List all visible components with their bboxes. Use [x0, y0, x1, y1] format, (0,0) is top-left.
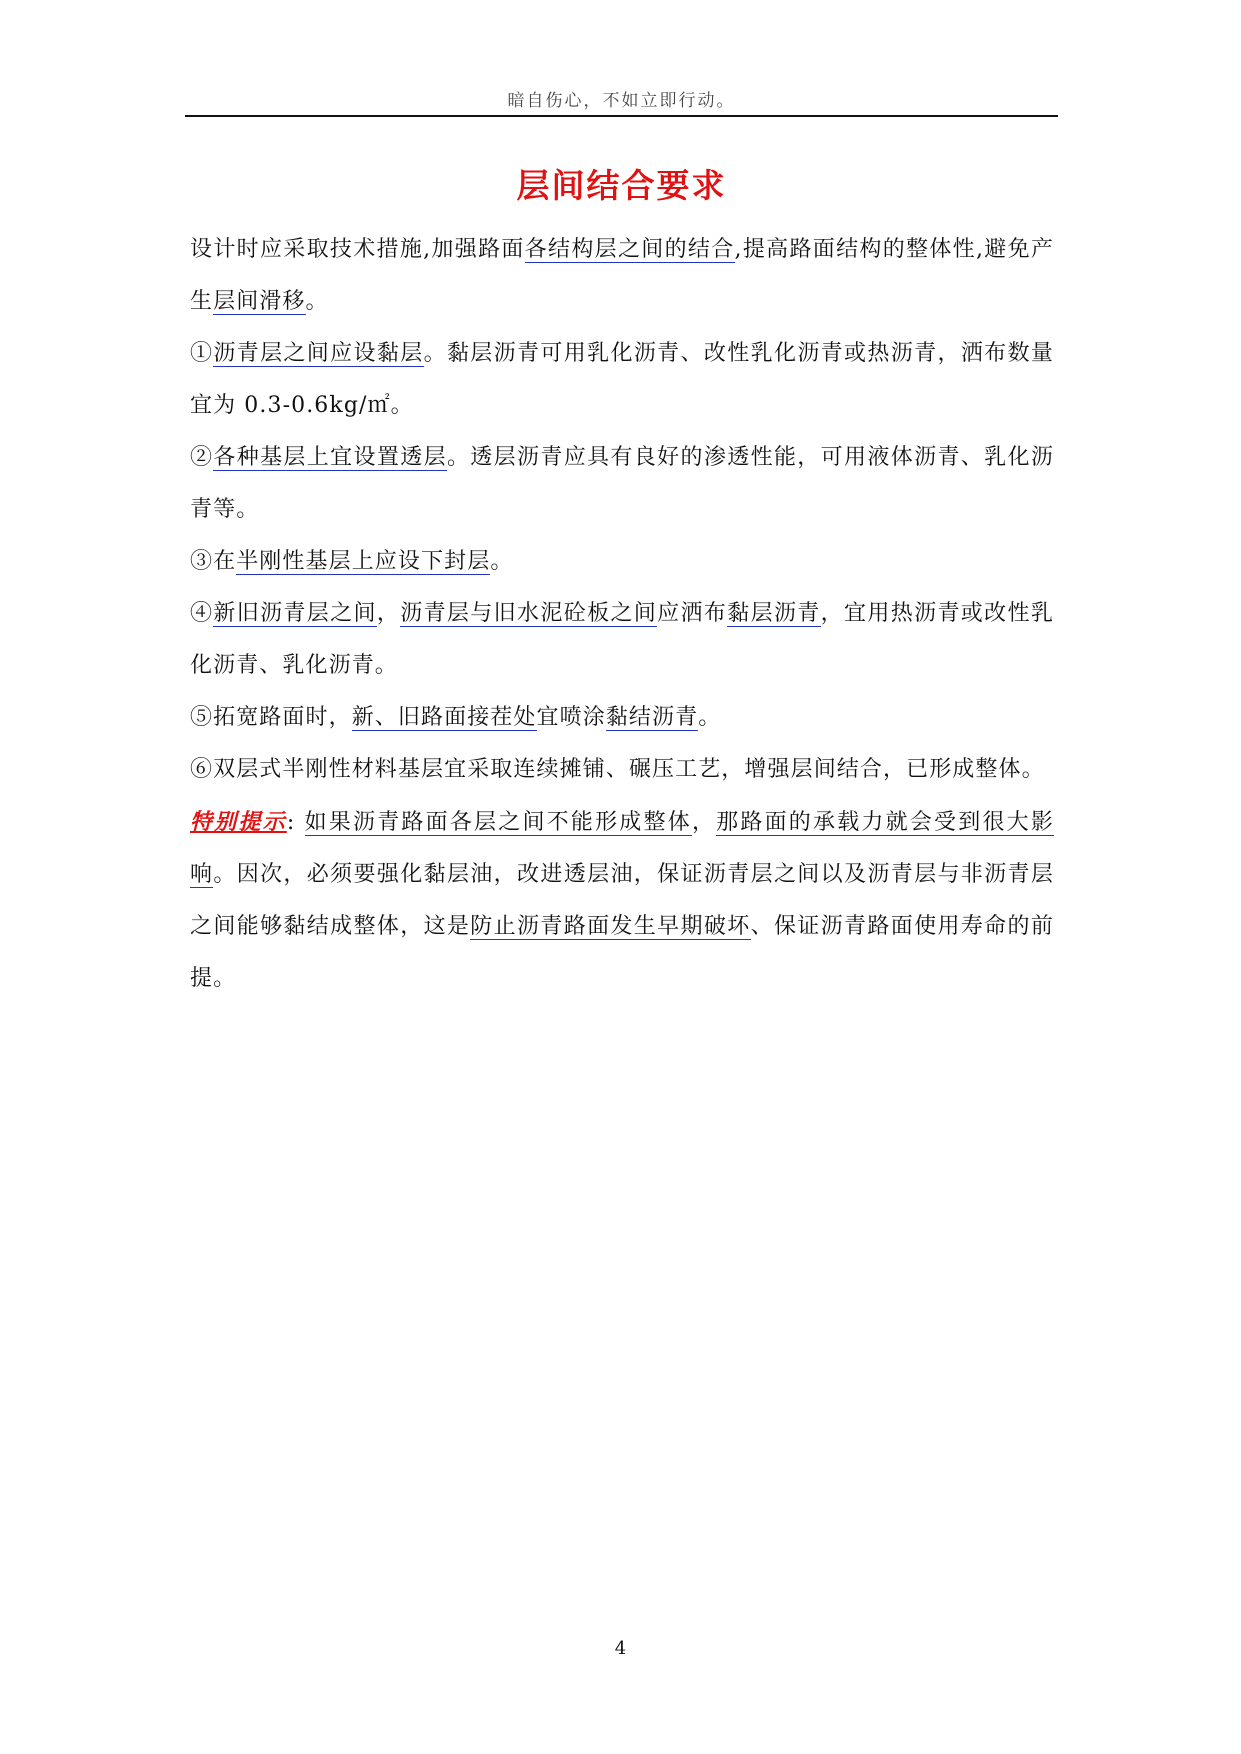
underlined-key-phrase: 那路面的承载力就会受到很大影响	[190, 810, 1054, 887]
text-segment: ⑥双层式半刚性材料基层宜采取连续摊铺、碾压工艺，增强层间结合，已形成整体。	[190, 757, 1045, 782]
text-segment: ③在	[190, 549, 237, 574]
document-title: 层间结合要求	[516, 166, 727, 205]
text-segment: 。	[305, 289, 329, 314]
text-segment: 宜喷涂	[536, 705, 606, 730]
special-tip-label: 特别提示	[190, 809, 287, 835]
text-segment: :	[286, 810, 305, 835]
paragraph-item-1	[190, 328, 1054, 432]
paragraph-special-tip	[190, 796, 1054, 1005]
text-segment: ，	[691, 810, 717, 835]
text-segment: 、保证沥青路面使用寿命的前提。	[190, 914, 1054, 991]
paragraph-item-3	[190, 536, 1054, 588]
text-segment: 。	[490, 549, 514, 574]
underlined-key-phrase: 沥青层之间应设黏层	[213, 341, 424, 366]
text-segment: ⑤拓宽路面时，	[190, 705, 352, 730]
text-segment: 。黏层沥青可用乳化沥青、改性乳化沥青或热沥青，洒布数量宜为 0.3-0.6kg/㎡。	[190, 341, 1054, 418]
underlined-key-phrase: 防止沥青路面发生早期破坏	[470, 914, 751, 939]
text-segment: 。透层沥青应具有良好的渗透性能，可用液体沥青、乳化沥青等。	[190, 445, 1054, 522]
paragraph-item-2	[190, 432, 1054, 536]
underlined-key-phrase: 层间滑移	[213, 289, 306, 314]
text-segment: 。	[698, 705, 722, 730]
underlined-key-phrase: 新旧沥青层之间	[213, 601, 377, 626]
paragraph-item-6	[190, 744, 1054, 796]
text-segment: ②	[190, 445, 214, 470]
text-segment: ①	[190, 341, 214, 366]
text-segment: ，	[376, 601, 401, 626]
text-segment: 设计时应采取技术措施,加强路面	[190, 237, 525, 262]
text-segment: ,提高路面结构的整体性,避免产生	[190, 237, 1055, 314]
text-segment: 应洒布	[657, 601, 728, 626]
text-segment: 。因次，必须要强化黏层油，改进透层油，保证沥青层之间以及沥青层与非沥青层之间能够黏结成整体，这是	[190, 862, 1054, 939]
underlined-key-phrase: 黏结沥青	[605, 705, 699, 730]
underlined-key-phrase: 黏层沥青	[727, 601, 821, 626]
underlined-key-phrase: 新、旧路面接茬处	[351, 705, 537, 730]
page-number: 4	[614, 1638, 627, 1659]
underlined-key-phrase: 各结构层之间的结合	[524, 237, 735, 262]
text-segment: ④	[190, 601, 214, 626]
underlined-key-phrase: 各种基层上宜设置透层	[213, 445, 447, 470]
underlined-key-phrase: 沥青层与旧水泥砼板之间	[400, 601, 658, 626]
underlined-key-phrase: 如果沥青路面各层之间不能形成整体	[304, 810, 692, 835]
document-body	[190, 224, 1054, 1005]
paragraph-item-4	[190, 588, 1054, 692]
paragraph-intro	[190, 224, 1054, 328]
text-segment: ，宜用热沥青或改性乳化沥青、乳化沥青。	[190, 601, 1054, 678]
page-header-motto: 暗自伤心，不如立即行动。	[507, 91, 736, 111]
underlined-key-phrase: 半刚性基层上应设下封层	[236, 549, 491, 574]
paragraph-item-5	[190, 692, 1054, 744]
header-rule	[185, 115, 1058, 117]
